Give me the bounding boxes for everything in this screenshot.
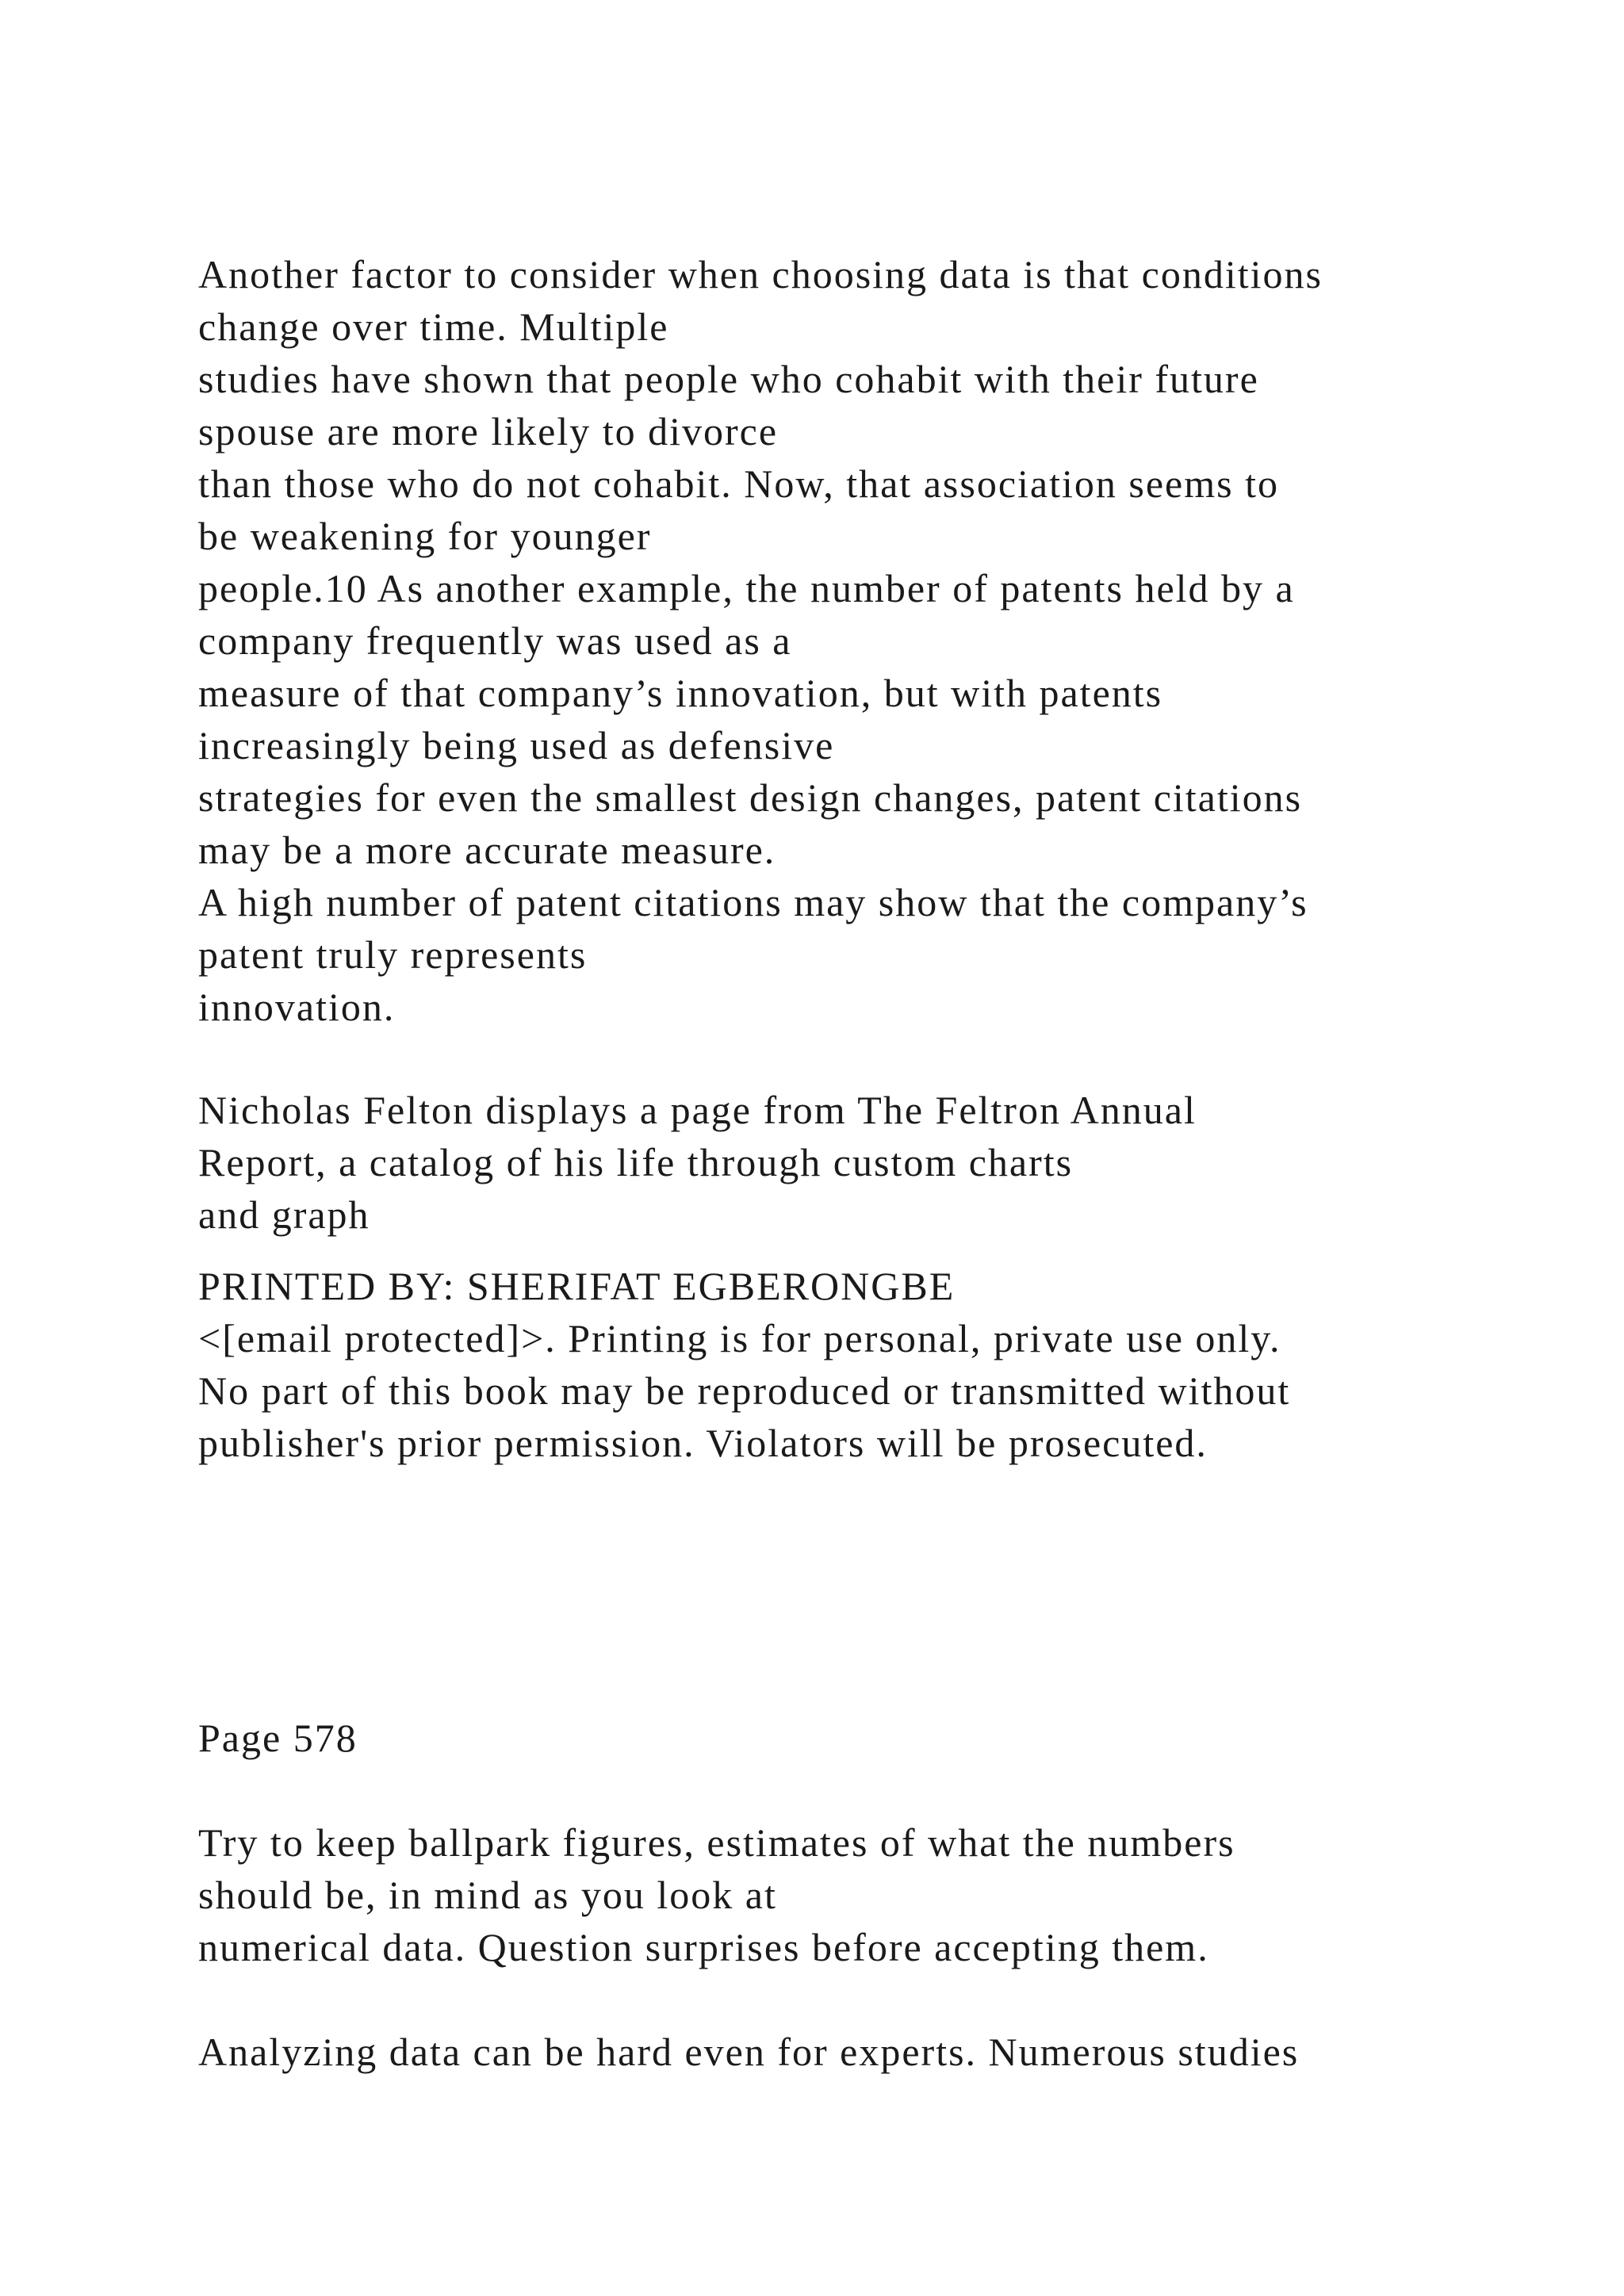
text-line: measure of that company’s innovation, but with patents — [198, 671, 1163, 715]
text-line: publisher's prior permission. Violators will be prosecuted. — [198, 1421, 1208, 1465]
print-notice — [198, 1260, 1546, 1469]
text-line: Analyzing data can be hard even for experts. Numerous studies — [198, 2030, 1300, 2074]
text-line: A high number of patent citations may show that the company’s — [198, 880, 1308, 924]
text-line: should be, in mind as you look at — [198, 1873, 777, 1917]
text-line: PRINTED BY: SHERIFAT EGBERONGBE — [198, 1264, 956, 1308]
page-number — [198, 1712, 1546, 1764]
text-line: patent truly represents — [198, 932, 588, 977]
text-line: be weakening for younger — [198, 514, 652, 558]
text-line: spouse are more likely to divorce — [198, 409, 779, 453]
paragraph-ballpark-figures — [198, 1816, 1546, 1973]
text-line: Another factor to consider when choosing data is that conditions — [198, 252, 1323, 297]
text-line: may be a more accurate measure. — [198, 828, 776, 872]
text-line: <[email protected]>. Printing is for personal, private use only. — [198, 1316, 1281, 1360]
text-line: than those who do not cohabit. Now, that association seems to — [198, 461, 1279, 506]
text-line: No part of this book may be reproduced or transmitted without — [198, 1368, 1291, 1413]
paragraph-analyzing-data — [198, 2026, 1546, 2078]
text-line: people.10 As another example, the number of patents held by a — [198, 566, 1295, 610]
text-line: Report, a catalog of his life through custom charts — [198, 1140, 1074, 1184]
text-line: change over time. Multiple — [198, 304, 669, 349]
text-line: and graph — [198, 1192, 370, 1237]
text-line: strategies for even the smallest design changes, patent citations — [198, 775, 1303, 820]
text-line: Try to keep ballpark figures, estimates of what the numbers — [198, 1820, 1235, 1865]
text-line: company frequently was used as a — [198, 618, 792, 663]
text-line: increasingly being used as defensive — [198, 723, 835, 767]
text-line: studies have shown that people who cohabit with their future — [198, 357, 1259, 401]
paragraph-changing-conditions — [198, 248, 1546, 1033]
page-number-text: Page 578 — [198, 1716, 358, 1760]
text-line: Nicholas Felton displays a page from The Feltron Annual — [198, 1088, 1197, 1132]
text-line: innovation. — [198, 985, 396, 1029]
text-line: numerical data. Question surprises before accepting them. — [198, 1925, 1209, 1969]
image-caption — [198, 1084, 1546, 1241]
